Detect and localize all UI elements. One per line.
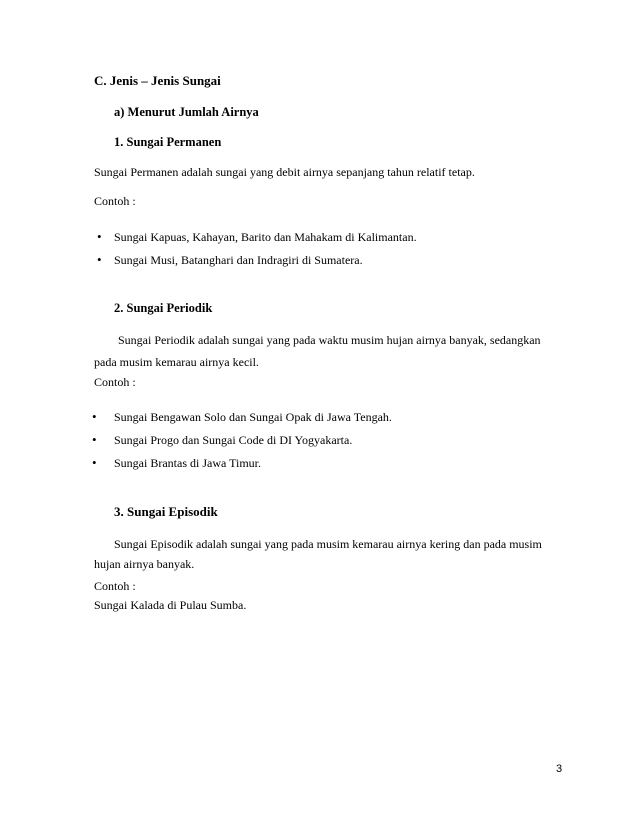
periodik-example-3: Sungai Brantas di Jawa Timur.: [114, 456, 262, 470]
periodik-example-2: Sungai Progo dan Sungai Code di DI Yogyakarta.: [114, 433, 353, 447]
permanen-example-label: Contoh :: [94, 194, 136, 208]
periodik-example-label: Contoh :: [94, 375, 136, 389]
permanen-example-1: Sungai Kapuas, Kahayan, Barito dan Mahakam di Kalimantan.: [114, 230, 417, 244]
periodik-description-line1: Sungai Periodik adalah sungai yang pada waktu musim hujan airnya banyak, sedangkan: [118, 333, 541, 347]
permanen-title: 1. Sungai Permanen: [114, 135, 222, 149]
bullet-icon: •: [92, 432, 97, 447]
sub-heading: a) Menurut Jumlah Airnya: [114, 105, 259, 119]
section-heading: C. Jenis – Jenis Sungai: [94, 73, 221, 88]
periodik-description-line2: pada musim kemarau airnya kecil.: [94, 355, 259, 369]
periodik-example-1: Sungai Bengawan Solo dan Sungai Opak di Jawa Tengah.: [114, 410, 392, 424]
bullet-icon: •: [92, 455, 97, 470]
permanen-description: Sungai Permanen adalah sungai yang debit airnya sepanjang tahun relatif tetap.: [94, 165, 475, 179]
permanen-example-2: Sungai Musi, Batanghari dan Indragiri di Sumatera.: [114, 253, 363, 267]
bullet-icon: •: [97, 252, 102, 267]
page-number: 3: [556, 763, 563, 775]
episodik-title: 3. Sungai Episodik: [114, 504, 218, 519]
episodik-description-line1: Sungai Episodik adalah sungai yang pada musim kemarau airnya kering dan pada musim: [114, 537, 542, 551]
periodik-title: 2. Sungai Periodik: [114, 301, 213, 315]
episodik-description-line2: hujan airnya banyak.: [94, 557, 195, 571]
episodik-example-label: Contoh :: [94, 579, 136, 593]
bullet-icon: •: [97, 229, 102, 244]
bullet-icon: •: [92, 409, 97, 424]
episodik-example: Sungai Kalada di Pulau Sumba.: [94, 598, 247, 612]
